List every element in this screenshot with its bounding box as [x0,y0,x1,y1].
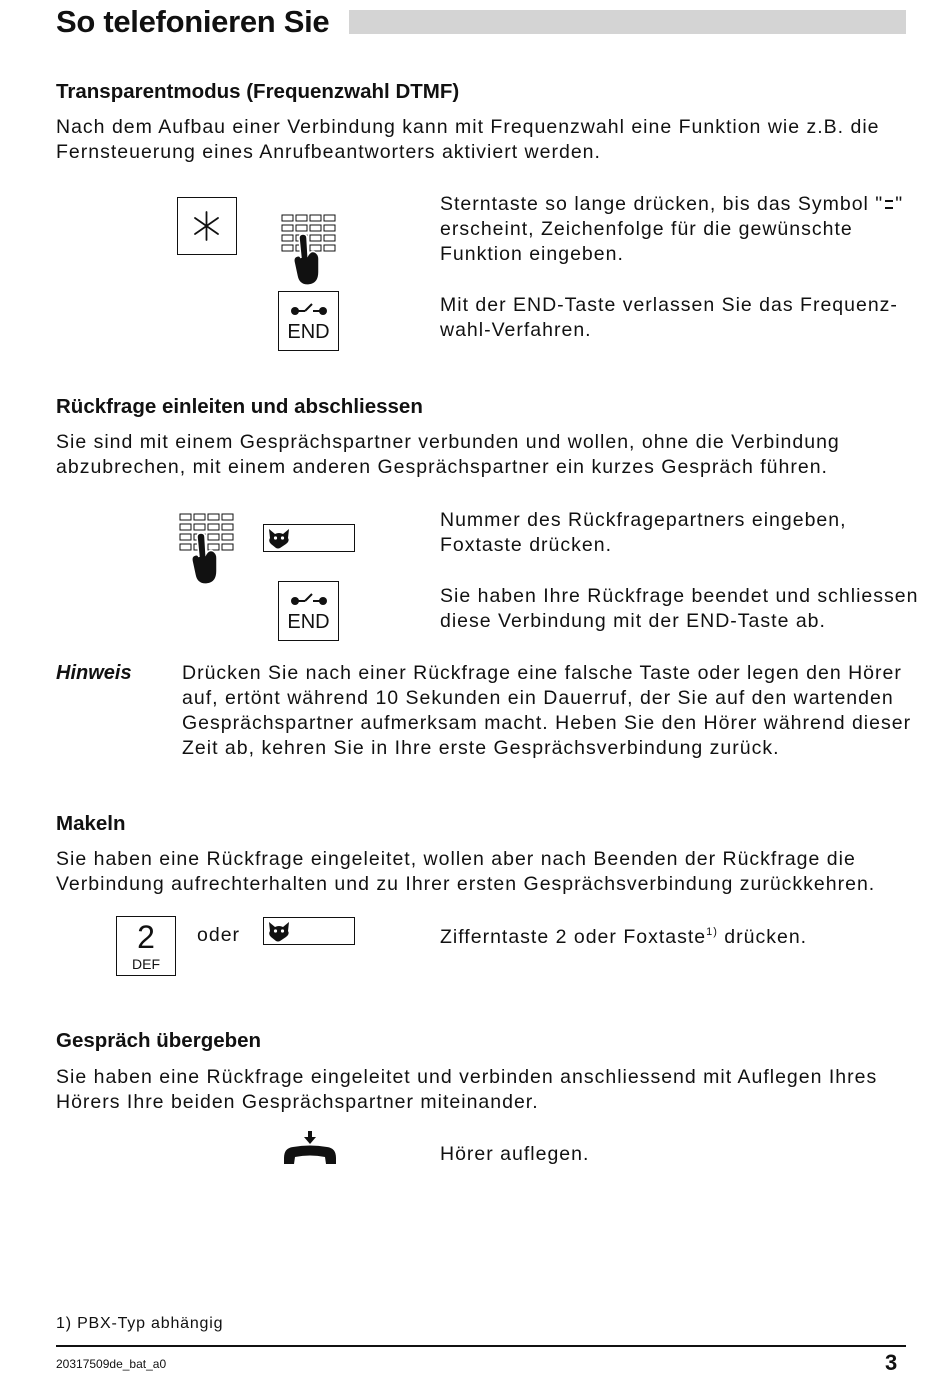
hangup-symbol-icon [289,592,329,608]
digit-key-letters: DEF [132,956,160,972]
note-line: Gesprächspartner aufmerksam macht. Heben Sie den Hörer während dieser [182,712,912,734]
footer-rule [56,1345,906,1347]
handset-down-icon [281,1130,339,1170]
dtmf-intro-line: Fernsteuerung eines Anrufbeantworters aktiviert werden. [56,141,601,163]
note-line: Zeit ab, kehren Sie in Ihre erste Gesprächsverbindung zurück. [182,737,780,759]
end-key-label: END [287,321,330,343]
dtmf-step-2-line: wahl-Verfahren. [440,319,592,341]
makeln-intro-line: Verbindung aufrechterhalten und zu Ihrer ersten Gesprächsverbindung zurückkehren. [56,873,876,895]
dtmf-step-2 [440,293,910,343]
oder-label: oder [197,924,241,946]
rueckfrage-intro [56,430,916,480]
heading-uebergeben: Gespräch übergeben [56,1029,262,1052]
dtmf-symbol-icon [883,197,895,211]
dtmf-step-1-line: Funktion eingeben. [440,243,624,265]
rueckfrage-intro-line: abzubrechen, mit einem anderen Gesprächspartner ein kurzes Gespräch führen. [56,456,828,478]
digit-key-number: 2 [137,919,155,955]
makeln-intro-line: Sie haben eine Rückfrage eingeleitet, wollen aber nach Beenden der Rückfrage die [56,848,856,870]
dtmf-intro [56,115,916,165]
title-bar [349,10,906,34]
fox-icon [267,527,291,549]
note-line: auf, ertönt während 10 Sekunden ein Dauerruf, der Sie auf den wartenden [182,687,894,709]
dtmf-step-1-line: Sterntaste so lange drücken, bis das Symbol " " [440,193,904,215]
makeln-step [440,925,910,950]
heading-rueckfrage: Rückfrage einleiten und abschliessen [56,395,423,418]
heading-makeln: Makeln [56,812,126,835]
end-key-label: END [287,611,330,633]
rueckfrage-step-1-line: Nummer des Rückfragepartners eingeben, [440,509,847,531]
rueckfrage-step-2-line: Sie haben Ihre Rückfrage beendet und schliessen [440,585,919,607]
makeln-step-text: drücken. [717,926,808,948]
digit-key-2 [116,916,176,976]
page-number: 3 [885,1350,898,1375]
keypad-finger-icon [281,214,341,288]
uebergeben-step: Hörer auflegen. [440,1143,590,1165]
rueckfrage-step-1 [440,508,910,558]
uebergeben-intro [56,1065,916,1115]
rueckfrage-step-1-line: Foxtaste drücken. [440,534,612,556]
end-key [278,291,339,351]
fox-icon [267,920,291,942]
page-title: So telefonieren Sie [56,4,330,39]
dtmf-step-1-line: erscheint, Zeichenfolge für die gewünschte [440,218,853,240]
note-line: Drücken Sie nach einer Rückfrage eine falsche Taste oder legen den Hörer [182,662,902,684]
document-code: 20317509de_bat_a0 [56,1357,167,1371]
dtmf-intro-line: Nach dem Aufbau einer Verbindung kann mit Frequenzwahl eine Funktion wie z.B. die [56,116,880,138]
keypad-finger-icon [179,513,239,587]
rueckfrage-step-2-line: diese Verbindung mit der END-Taste ab. [440,610,826,632]
rueckfrage-intro-line: Sie sind mit einem Gesprächspartner verbunden und wollen, ohne die Verbindung [56,431,840,453]
note-text [182,661,912,761]
star-key [177,197,237,255]
end-key [278,581,339,641]
uebergeben-intro-line: Sie haben eine Rückfrage eingeleitet und verbinden anschliessend mit Auflegen Ihres [56,1066,878,1088]
makeln-step-text: Zifferntaste 2 oder Foxtaste [440,926,707,948]
hangup-symbol-icon [289,302,329,318]
uebergeben-intro-line: Hörers Ihre beiden Gesprächspartner miteinander. [56,1091,539,1113]
fox-key [263,524,355,552]
fox-key [263,917,355,945]
heading-dtmf: Transparentmodus (Frequenzwahl DTMF) [56,80,460,103]
note-label: Hinweis [56,662,132,684]
asterisk-icon [178,198,235,253]
dtmf-step-1 [440,192,910,267]
footnote: 1) PBX-Typ abhängig [56,1315,224,1332]
makeln-intro [56,847,916,897]
footnote-ref: 1) [706,926,718,938]
rueckfrage-step-2 [440,584,919,634]
dtmf-step-2-line: Mit der END-Taste verlassen Sie das Frequenz- [440,294,898,316]
